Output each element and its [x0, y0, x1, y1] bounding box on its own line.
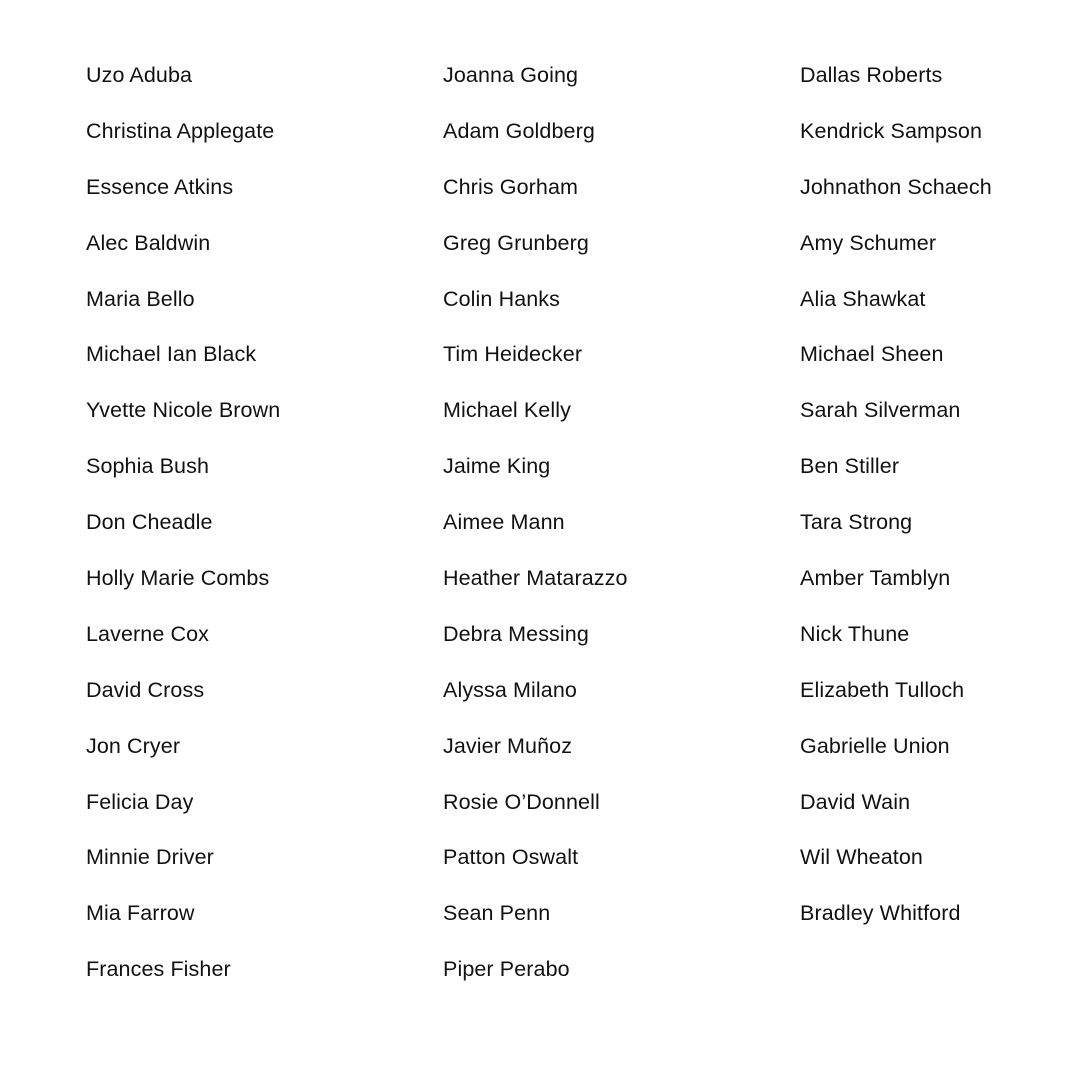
name-item: Jaime King: [443, 454, 551, 479]
name-item: Sarah Silverman: [800, 398, 961, 423]
name-item: Holly Marie Combs: [86, 566, 270, 591]
name-item: Nick Thune: [800, 621, 910, 646]
name-item: Gabrielle Union: [800, 733, 950, 758]
name-item: Ben Stiller: [800, 454, 900, 479]
name-item: Bradley Whitford: [800, 901, 961, 926]
name-item: Adam Goldberg: [443, 118, 595, 143]
name-item: Yvette Nicole Brown: [86, 398, 281, 423]
name-column-3: [800, 58, 992, 952]
name-item: Maria Bello: [86, 286, 195, 311]
name-item: Alia Shawkat: [800, 286, 926, 311]
name-item: Felicia Day: [86, 789, 194, 814]
name-item: Javier Muñoz: [443, 733, 573, 758]
name-item: Alyssa Milano: [443, 677, 577, 702]
name-column-1: [86, 58, 280, 1008]
name-column-2: [443, 58, 628, 1008]
name-item: Amy Schumer: [800, 230, 937, 255]
name-item: Sean Penn: [443, 901, 551, 926]
name-item: Minnie Driver: [86, 845, 214, 870]
name-item: Frances Fisher: [86, 957, 231, 982]
name-item: Rosie O’Donnell: [443, 789, 600, 814]
name-item: Wil Wheaton: [800, 845, 923, 870]
name-item: Jon Cryer: [86, 733, 181, 758]
name-item: Michael Kelly: [443, 398, 571, 423]
name-item: Patton Oswalt: [443, 845, 579, 870]
name-item: David Cross: [86, 677, 205, 702]
name-item: David Wain: [800, 789, 911, 814]
name-item: Alec Baldwin: [86, 230, 211, 255]
name-item: Joanna Going: [443, 63, 579, 87]
name-item: Sophia Bush: [86, 454, 210, 479]
name-item: Kendrick Sampson: [800, 118, 983, 143]
name-item: Uzo Aduba: [86, 63, 193, 87]
name-item: Tim Heidecker: [443, 342, 583, 367]
name-item: Christina Applegate: [86, 118, 275, 143]
name-item: Debra Messing: [443, 621, 589, 646]
name-item: Johnathon Schaech: [800, 174, 992, 199]
name-item: Piper Perabo: [443, 957, 570, 982]
name-item: Aimee Mann: [443, 510, 565, 535]
name-item: Essence Atkins: [86, 174, 234, 199]
name-item: Amber Tamblyn: [800, 566, 951, 591]
name-item: Mia Farrow: [86, 901, 195, 926]
name-item: Greg Grunberg: [443, 230, 589, 255]
name-item: Michael Ian Black: [86, 342, 257, 367]
name-item: Colin Hanks: [443, 286, 561, 311]
name-item: Laverne Cox: [86, 621, 210, 646]
name-item: Heather Matarazzo: [443, 566, 628, 591]
name-item: Michael Sheen: [800, 342, 944, 367]
name-item: Don Cheadle: [86, 510, 213, 535]
name-item: Elizabeth Tulloch: [800, 677, 965, 702]
name-item: Dallas Roberts: [800, 63, 943, 87]
name-item: Chris Gorham: [443, 174, 579, 199]
name-item: Tara Strong: [800, 510, 913, 535]
